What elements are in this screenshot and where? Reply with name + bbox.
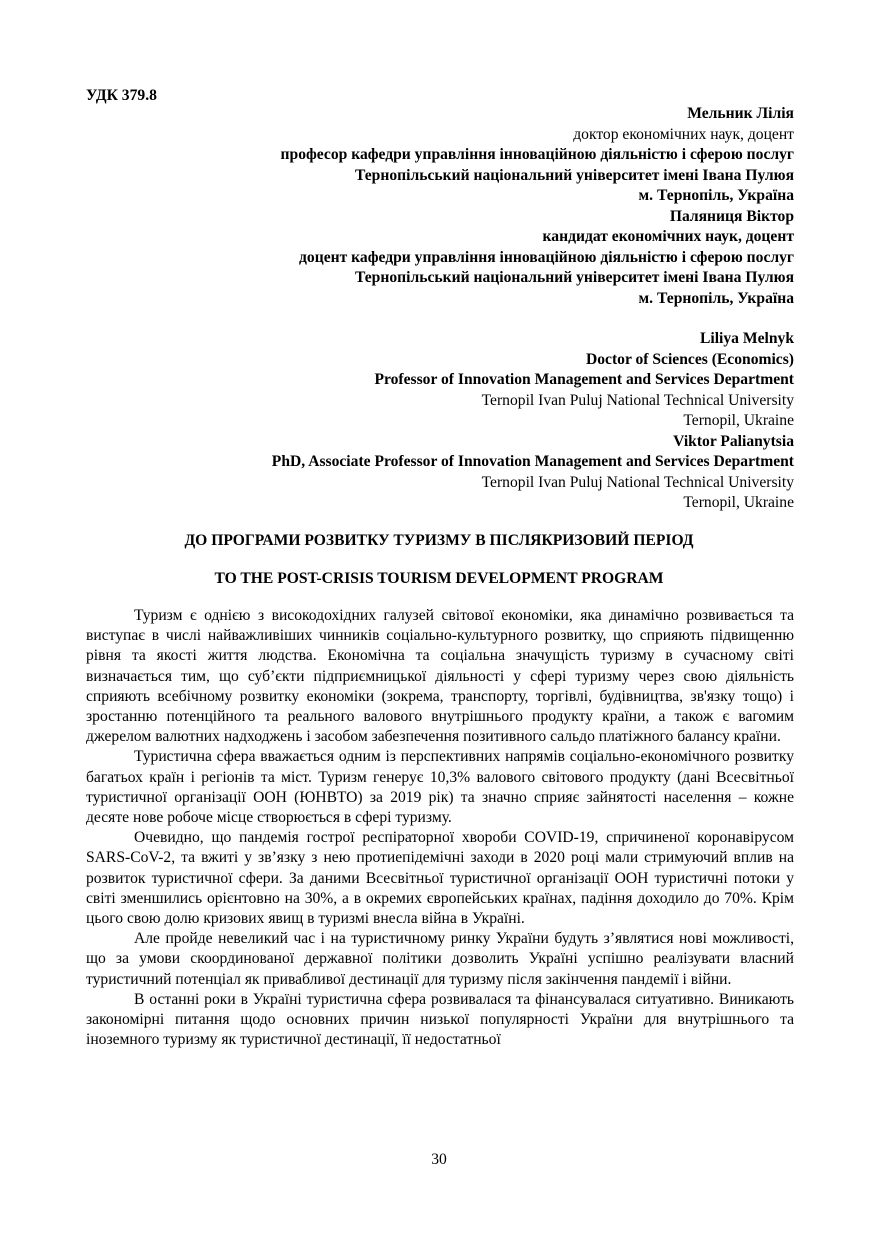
udk-code: УДК 379.8 xyxy=(86,87,157,104)
author-ua-position-1: професор кафедри управління інноваційною діяльністю і сферою послуг xyxy=(280,146,794,163)
author-ua-degree-2: кандидат економічних наук, доцент xyxy=(542,228,794,245)
paragraph-1: Туризм є однією з високодохідних галузей світової економіки, яка динамічно розвивається та виступає в числі найважливіших чинників соціально-культурного розвитку, що сприяють підвищенню рівня та якості життя людства. Економічна та соціальна значущість туризму в сучасному світі визначається тим, що суб’єкти підприємницької діяльності у сфері туризму через свою діяльність сприяють всебічному розвитку економіки (зокрема, транспорту, торгівлі, будівництва, зв'язку тощо) і зростанню потенційного та реального валового внутрішнього продукту країни, а також є вагомим джерелом валютних надходжень і засобом забезпечення позитивного сальдо платіжного балансу країни. xyxy=(86,607,794,746)
author-en-position-1: Professor of Innovation Management and Services Department xyxy=(374,371,794,388)
author-ua-university-2: Тернопільський національний університет імені Івана Пулюя xyxy=(354,269,794,286)
paragraph-3: Очевидно, що пандемія гострої респіраторної хвороби COVID-19, спричиненої коронавірусом SARS-CoV-2, та вжиті у зв’язку з нею протиепідемічні заходи в 2020 році мали стримуючий вплив на розвиток туристичної сфери. За даними Всесвітньої туристичної організації ООН туристичні потоки у світі зменшились орієнтовно на 30%, а в окремих європейських країнах, падіння доходило до 70%. Крім цього свою долю кризових явищ в туризмі внесла війна в Україні. xyxy=(86,829,794,928)
author-en-city-2: Ternopil, Ukraine xyxy=(683,494,794,511)
paragraph-5: В останні роки в Україні туристична сфера розвивалася та фінансувалася ситуативно. Виникають закономірні питання щодо основних причин низької популярності України для внутрішнього та іноземного туризму як туристичної дестинації, її недостатньої xyxy=(86,990,794,1049)
author-ua-position-2: доцент кафедри управління інноваційною діяльністю і сферою послуг xyxy=(299,248,794,266)
author-ua-name-2: Паляниця Віктор xyxy=(669,207,794,225)
author-en-name-2: Viktor Palianytsia xyxy=(673,432,794,450)
paragraph-4: Але пройде невеликий час і на туристичному ринку України будуть з’являтися нові можливості, що за умови скоординованої державної політики дозволить Україні успішно реалізувати власний туристичний потенціал як привабливої дестинації для туризму після закінчення пандемії і війни. xyxy=(86,930,794,988)
author-block xyxy=(120,104,794,514)
author-en-university-1: Ternopil Ivan Puluj National Technical University xyxy=(481,391,794,409)
page-number: 30 xyxy=(431,1151,447,1168)
author-en-position-2: PhD, Associate Professor of Innovation Management and Services Department xyxy=(271,453,794,470)
author-en-city-1: Ternopil, Ukraine xyxy=(683,412,794,429)
author-ua-university-1: Тернопільський національний університет імені Івана Пулюя xyxy=(354,166,794,184)
title-english: TO THE POST-CRISIS TOURISM DEVELOPMENT PROGRAM xyxy=(214,570,664,587)
article-body xyxy=(86,606,794,1050)
author-en-name-1: Liliya Melnyk xyxy=(699,330,794,347)
author-ua-city-1: м. Тернопіль, Україна xyxy=(638,187,794,204)
author-en-degree-1: Doctor of Sciences (Economics) xyxy=(585,350,794,368)
author-ua-degree-1: доктор економічних наук, доцент xyxy=(573,125,794,143)
title-ukrainian: ДО ПРОГРАМИ РОЗВИТКУ ТУРИЗМУ В ПІСЛЯКРИЗОВИЙ ПЕРІОД xyxy=(184,532,694,549)
author-ua-name-1: Мельник Лілія xyxy=(687,105,794,122)
paragraph-2: Туристична сфера вважається одним із перспективних напрямів соціально-економічного розвитку багатьох країн і регіонів та міст. Туризм генерує 10,3% валового світового продукту (дані Всесвітньої туристичної організації ООН (ЮНВТО) за 2019 рік) та значно сприяє зайнятості населення – кожне десяте нове робоче місце створюється в сфері туризму. xyxy=(86,748,794,827)
author-en-university-2: Ternopil Ivan Puluj National Technical University xyxy=(481,473,794,491)
author-ua-city-2: м. Тернопіль, Україна xyxy=(638,289,794,307)
